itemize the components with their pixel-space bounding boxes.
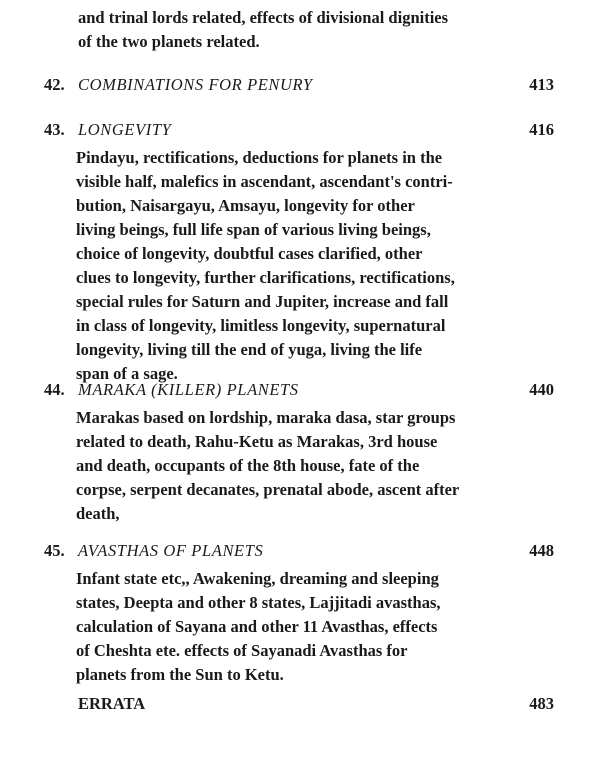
description-line: Pindayu, rectifications, deductions for planets in the (76, 148, 443, 167)
toc-entry-heading (44, 539, 554, 563)
description-line: states, Deepta and other 8 states, Lajjitadi avasthas, (76, 593, 441, 612)
toc-entry-42 (44, 73, 554, 97)
page-number: 416 (529, 120, 554, 139)
description-line: of Cheshta ete. effects of Sayanadi Avasthas for (76, 641, 408, 660)
description-line: planets from the Sun to Ketu. (76, 665, 284, 684)
chapter-number: 45. (44, 541, 65, 560)
toc-entry-45 (44, 539, 554, 687)
chapter-number: 44. (44, 380, 65, 399)
chapter-title: LONGEVITY (78, 120, 172, 139)
description-line: Infant state etc,, Awakening, dreaming and sleeping (76, 569, 439, 588)
chapter-title: MARAKA (KILLER) PLANETS (78, 380, 299, 399)
toc-entry-43 (44, 118, 554, 386)
description-line: corpse, serpent decanates, prenatal abode, ascent after (76, 480, 460, 499)
toc-entry-heading (44, 73, 554, 97)
toc-entry-heading (44, 378, 554, 402)
chapter-description (76, 146, 504, 386)
description-line: longevity, living till the end of yuga, living the life (76, 340, 423, 359)
toc-entry-44 (44, 378, 554, 526)
description-line: Marakas based on lordship, maraka dasa, star groups (76, 408, 456, 427)
toc-entry-errata (78, 692, 554, 716)
description-line: related to death, Rahu-Ketu as Marakas, 3rd house (76, 432, 438, 451)
description-line: bution, Naisargayu, Amsayu, longevity for other (76, 196, 415, 215)
description-line: span of a sage. (76, 364, 178, 383)
description-line: clues to longevity, further clarifications, rectifications, (76, 268, 455, 287)
description-line: death, (76, 504, 120, 523)
page-number: 483 (529, 694, 554, 713)
chapter-title: AVASTHAS OF PLANETS (78, 541, 264, 560)
description-line: choice of longevity, doubtful cases clarified, other (76, 244, 423, 263)
description-line: and death, occupants of the 8th house, fate of the (76, 456, 420, 475)
chapter-description (76, 567, 504, 687)
continued-description (78, 6, 518, 54)
description-line: special rules for Saturn and Jupiter, increase and fall (76, 292, 449, 311)
description-line: and trinal lords related, effects of divisional dignities (78, 8, 449, 27)
page-number: 440 (529, 380, 554, 399)
page-number: 448 (529, 541, 554, 560)
errata-title: ERRATA (78, 694, 146, 713)
description-line: of the two planets related. (78, 32, 260, 51)
chapter-number: 43. (44, 120, 65, 139)
chapter-number: 42. (44, 75, 65, 94)
toc-entry-heading (44, 118, 554, 142)
description-line: living beings, full life span of various living beings, (76, 220, 431, 239)
page-number: 413 (529, 75, 554, 94)
chapter-title: COMBINATIONS FOR PENURY (78, 75, 313, 94)
description-line: in class of longevity, limitless longevity, supernatural (76, 316, 446, 335)
chapter-description (76, 406, 504, 526)
toc-entry-heading (78, 692, 554, 716)
description-line: visible half, malefics in ascendant, ascendant's contri- (76, 172, 453, 191)
description-line: calculation of Sayana and other 11 Avasthas, effects (76, 617, 438, 636)
